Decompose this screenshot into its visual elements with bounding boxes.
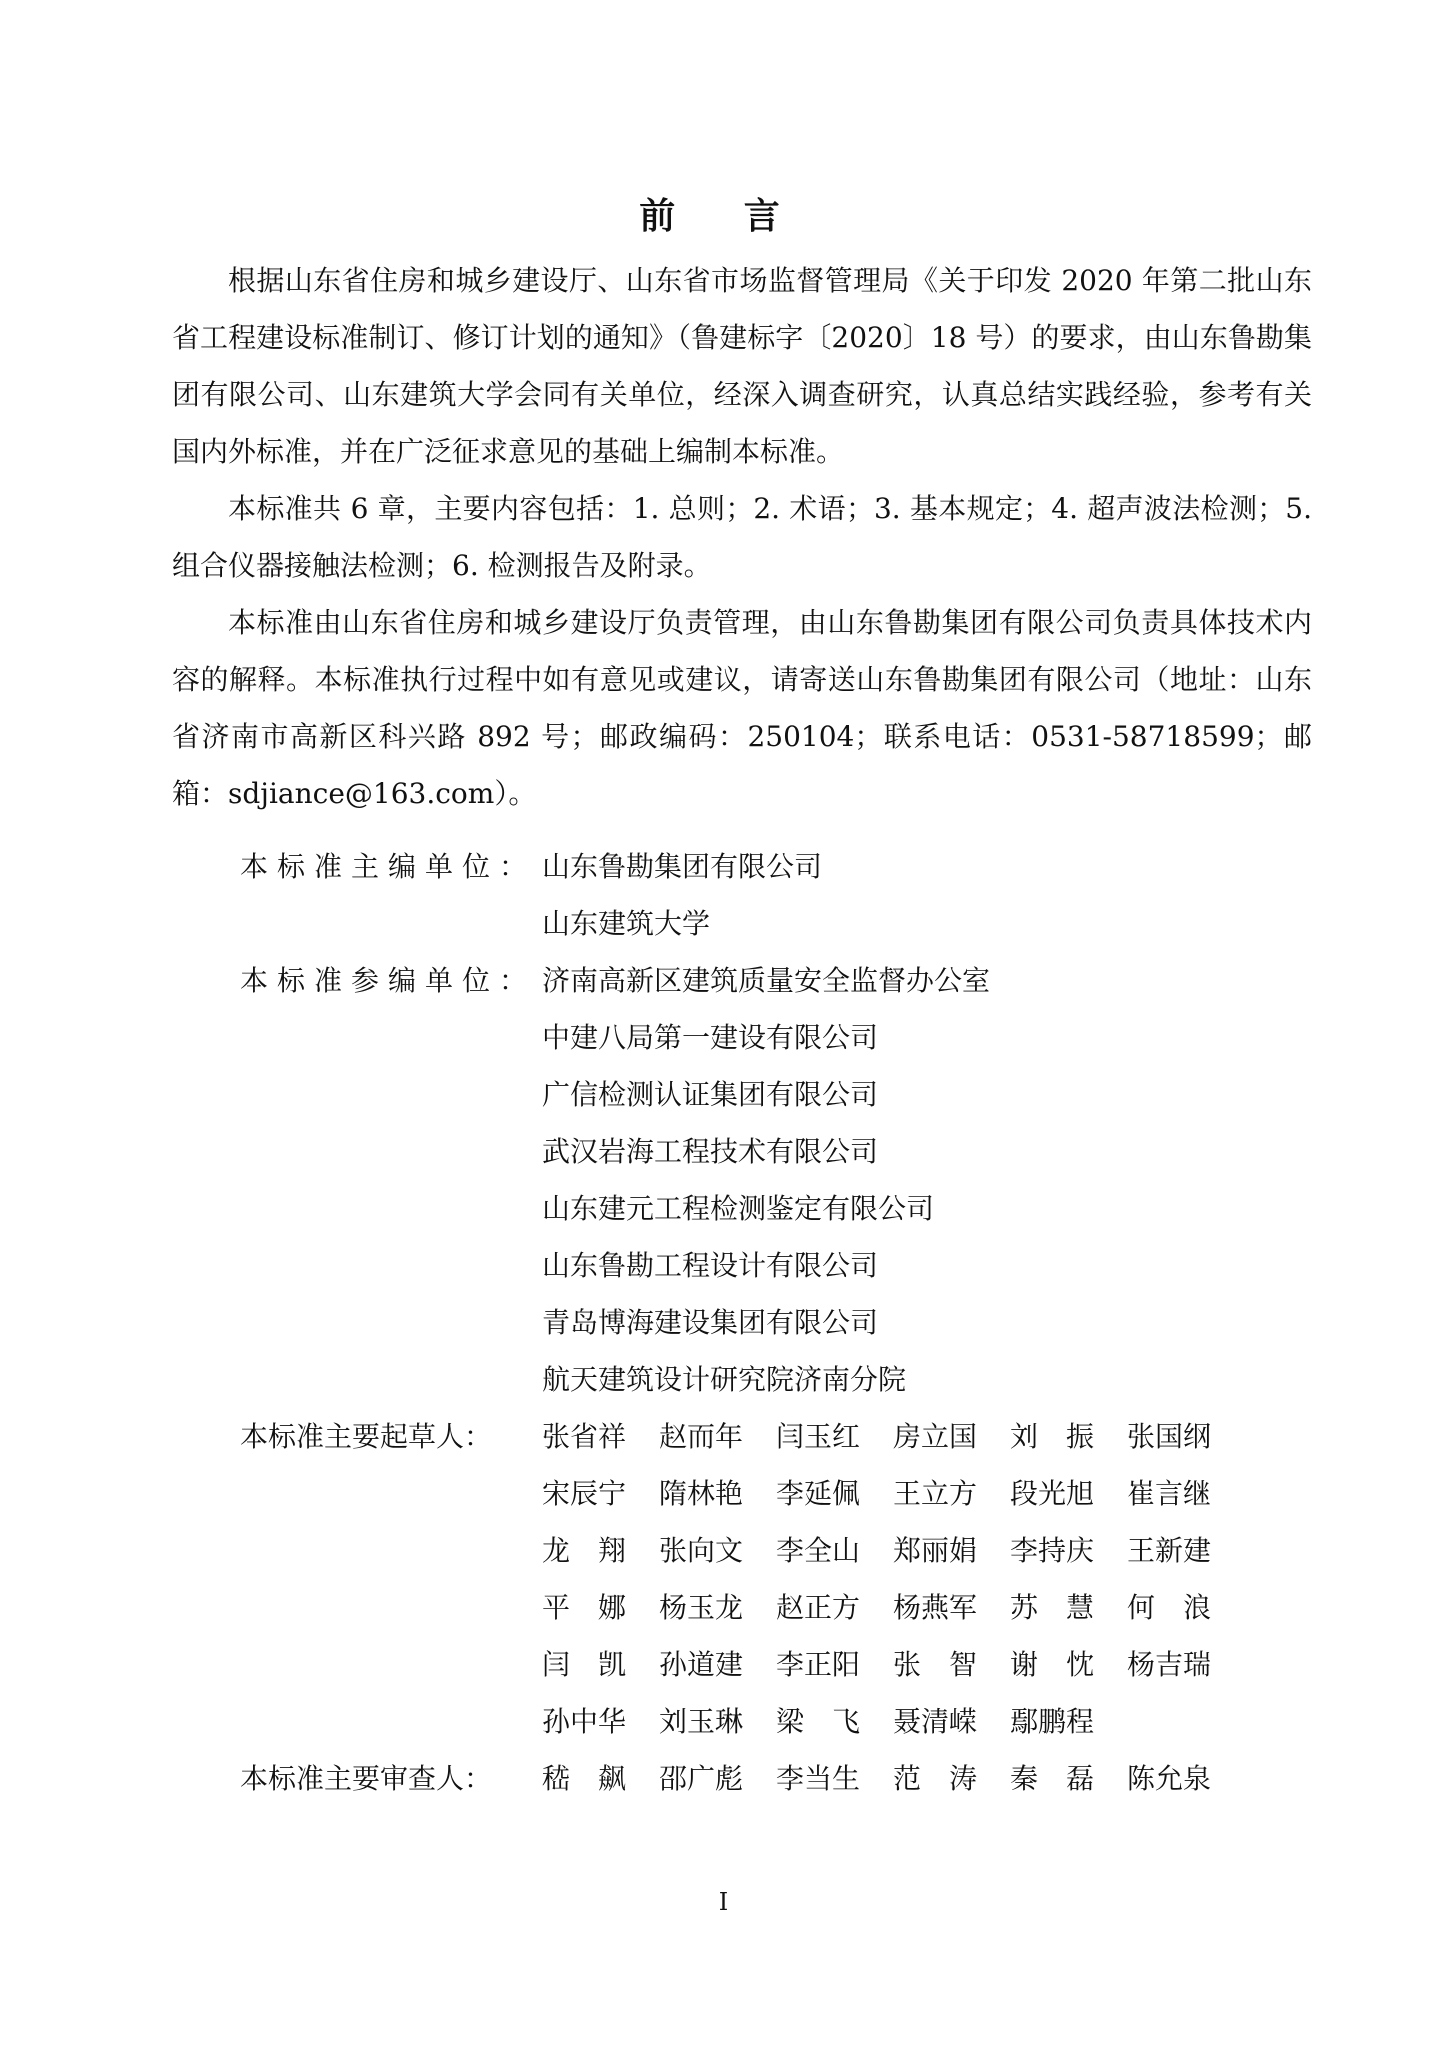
unit-item: 济南高新区建筑质量安全监督办公室 <box>542 964 991 997</box>
unit-item: 中建八局第一建设有限公司 <box>542 1021 879 1054</box>
person-name: 孙中华 <box>542 1705 627 1738</box>
chief-editors-group <box>240 838 1244 952</box>
drafters-label: 本标准主要起草人： <box>240 1420 493 1453</box>
drafters-list <box>542 1408 1244 1750</box>
participating-editors-label: 本标准参编单位： <box>240 964 537 997</box>
person-name: 何 浪 <box>1127 1591 1212 1624</box>
person-name: 王立方 <box>893 1477 978 1510</box>
person-name: 李全山 <box>776 1534 861 1567</box>
credits-section <box>240 838 1244 1807</box>
participating-editors-group <box>240 952 1244 1408</box>
person-name: 段光旭 <box>1010 1477 1095 1510</box>
person-name: 嵇 飙 <box>542 1762 627 1795</box>
participating-editors-list <box>542 952 990 1408</box>
person-name: 郑丽娟 <box>893 1534 978 1567</box>
unit-item: 山东建元工程检测鉴定有限公司 <box>542 1192 935 1225</box>
person-name: 刘玉琳 <box>659 1705 744 1738</box>
unit-item: 航天建筑设计研究院济南分院 <box>542 1363 907 1396</box>
names-row <box>542 1579 1244 1636</box>
person-name: 赵正方 <box>776 1591 861 1624</box>
person-name: 梁 飞 <box>776 1705 861 1738</box>
person-name: 张国纲 <box>1127 1420 1212 1453</box>
names-row <box>542 1522 1244 1579</box>
reviewers-group <box>240 1750 1244 1807</box>
preface-body <box>172 252 1312 822</box>
person-name: 张向文 <box>659 1534 744 1567</box>
person-name: 邵广彪 <box>659 1762 744 1795</box>
person-name: 闫 凯 <box>542 1648 627 1681</box>
person-name: 杨玉龙 <box>659 1591 744 1624</box>
person-name: 秦 磊 <box>1010 1762 1095 1795</box>
unit-item: 青岛博海建设集团有限公司 <box>542 1306 879 1339</box>
names-row <box>542 1408 1244 1465</box>
person-name: 王新建 <box>1127 1534 1212 1567</box>
page-number: I <box>718 1888 729 1916</box>
person-name: 闫玉红 <box>776 1420 861 1453</box>
names-row <box>542 1750 1244 1807</box>
person-name: 聂清嵘 <box>893 1705 978 1738</box>
person-name: 宋辰宁 <box>542 1477 627 1510</box>
person-name: 李正阳 <box>776 1648 861 1681</box>
unit-item: 广信检测认证集团有限公司 <box>542 1078 879 1111</box>
reviewers-list <box>542 1750 1244 1807</box>
unit-item: 山东建筑大学 <box>542 907 711 940</box>
drafters-group <box>240 1408 1244 1750</box>
person-name: 范 涛 <box>893 1762 978 1795</box>
person-name: 平 娜 <box>542 1591 627 1624</box>
paragraph-contents: 本标准共 6 章，主要内容包括：1. 总则；2. 术语；3. 基本规定；4. 超声波法检测；5. 组合仪器接触法检测；6. 检测报告及附录。 <box>172 492 1312 582</box>
person-name: 孙道建 <box>659 1648 744 1681</box>
names-row <box>542 1465 1244 1522</box>
names-row <box>542 1636 1244 1693</box>
person-name: 刘 振 <box>1010 1420 1095 1453</box>
person-name: 陈允泉 <box>1127 1762 1212 1795</box>
person-name: 李延佩 <box>776 1477 861 1510</box>
person-name: 张 智 <box>893 1648 978 1681</box>
unit-item: 山东鲁勘集团有限公司 <box>542 850 823 883</box>
paragraph-background: 根据山东省住房和城乡建设厅、山东省市场监督管理局《关于印发 2020 年第二批山东省工程建设标准制订、修订计划的通知》（鲁建标字〔2020〕18 号）的要求，由山东鲁勘集团有限公司、山东建筑大学会同有关单位，经深入调查研究，认真总结实践经验，参考有关国内外标准，并在广泛征求意见的基础上编制本标准。 <box>172 264 1312 468</box>
person-name: 房立国 <box>893 1420 978 1453</box>
page-title: 前 言 <box>639 196 808 237</box>
person-name: 李持庆 <box>1010 1534 1095 1567</box>
person-name: 崔言继 <box>1127 1477 1212 1510</box>
chief-editors-label: 本标准主编单位： <box>240 850 537 883</box>
person-name: 隋林艳 <box>659 1477 744 1510</box>
person-name: 鄢鹏程 <box>1010 1705 1095 1738</box>
unit-item: 武汉岩海工程技术有限公司 <box>542 1135 879 1168</box>
person-name: 张省祥 <box>542 1420 627 1453</box>
paragraph-management: 本标准由山东省住房和城乡建设厅负责管理，由山东鲁勘集团有限公司负责具体技术内容的解释。本标准执行过程中如有意见或建议，请寄送山东鲁勘集团有限公司（地址：山东省济南市高新区科兴路 892 号；邮政编码：250104；联系电话：0531-58718599；邮箱：sdjiance@163.com）。 <box>172 606 1312 810</box>
person-name: 苏 慧 <box>1010 1591 1095 1624</box>
person-name: 谢 忱 <box>1010 1648 1095 1681</box>
person-name: 赵而年 <box>659 1420 744 1453</box>
reviewers-label: 本标准主要审查人： <box>240 1762 493 1795</box>
person-name: 杨吉瑞 <box>1127 1648 1212 1681</box>
person-name: 龙 翔 <box>542 1534 627 1567</box>
person-name: 李当生 <box>776 1762 861 1795</box>
names-row <box>542 1693 1244 1750</box>
person-name: 杨燕军 <box>893 1591 978 1624</box>
chief-editors-list <box>542 838 822 952</box>
unit-item: 山东鲁勘工程设计有限公司 <box>542 1249 879 1282</box>
